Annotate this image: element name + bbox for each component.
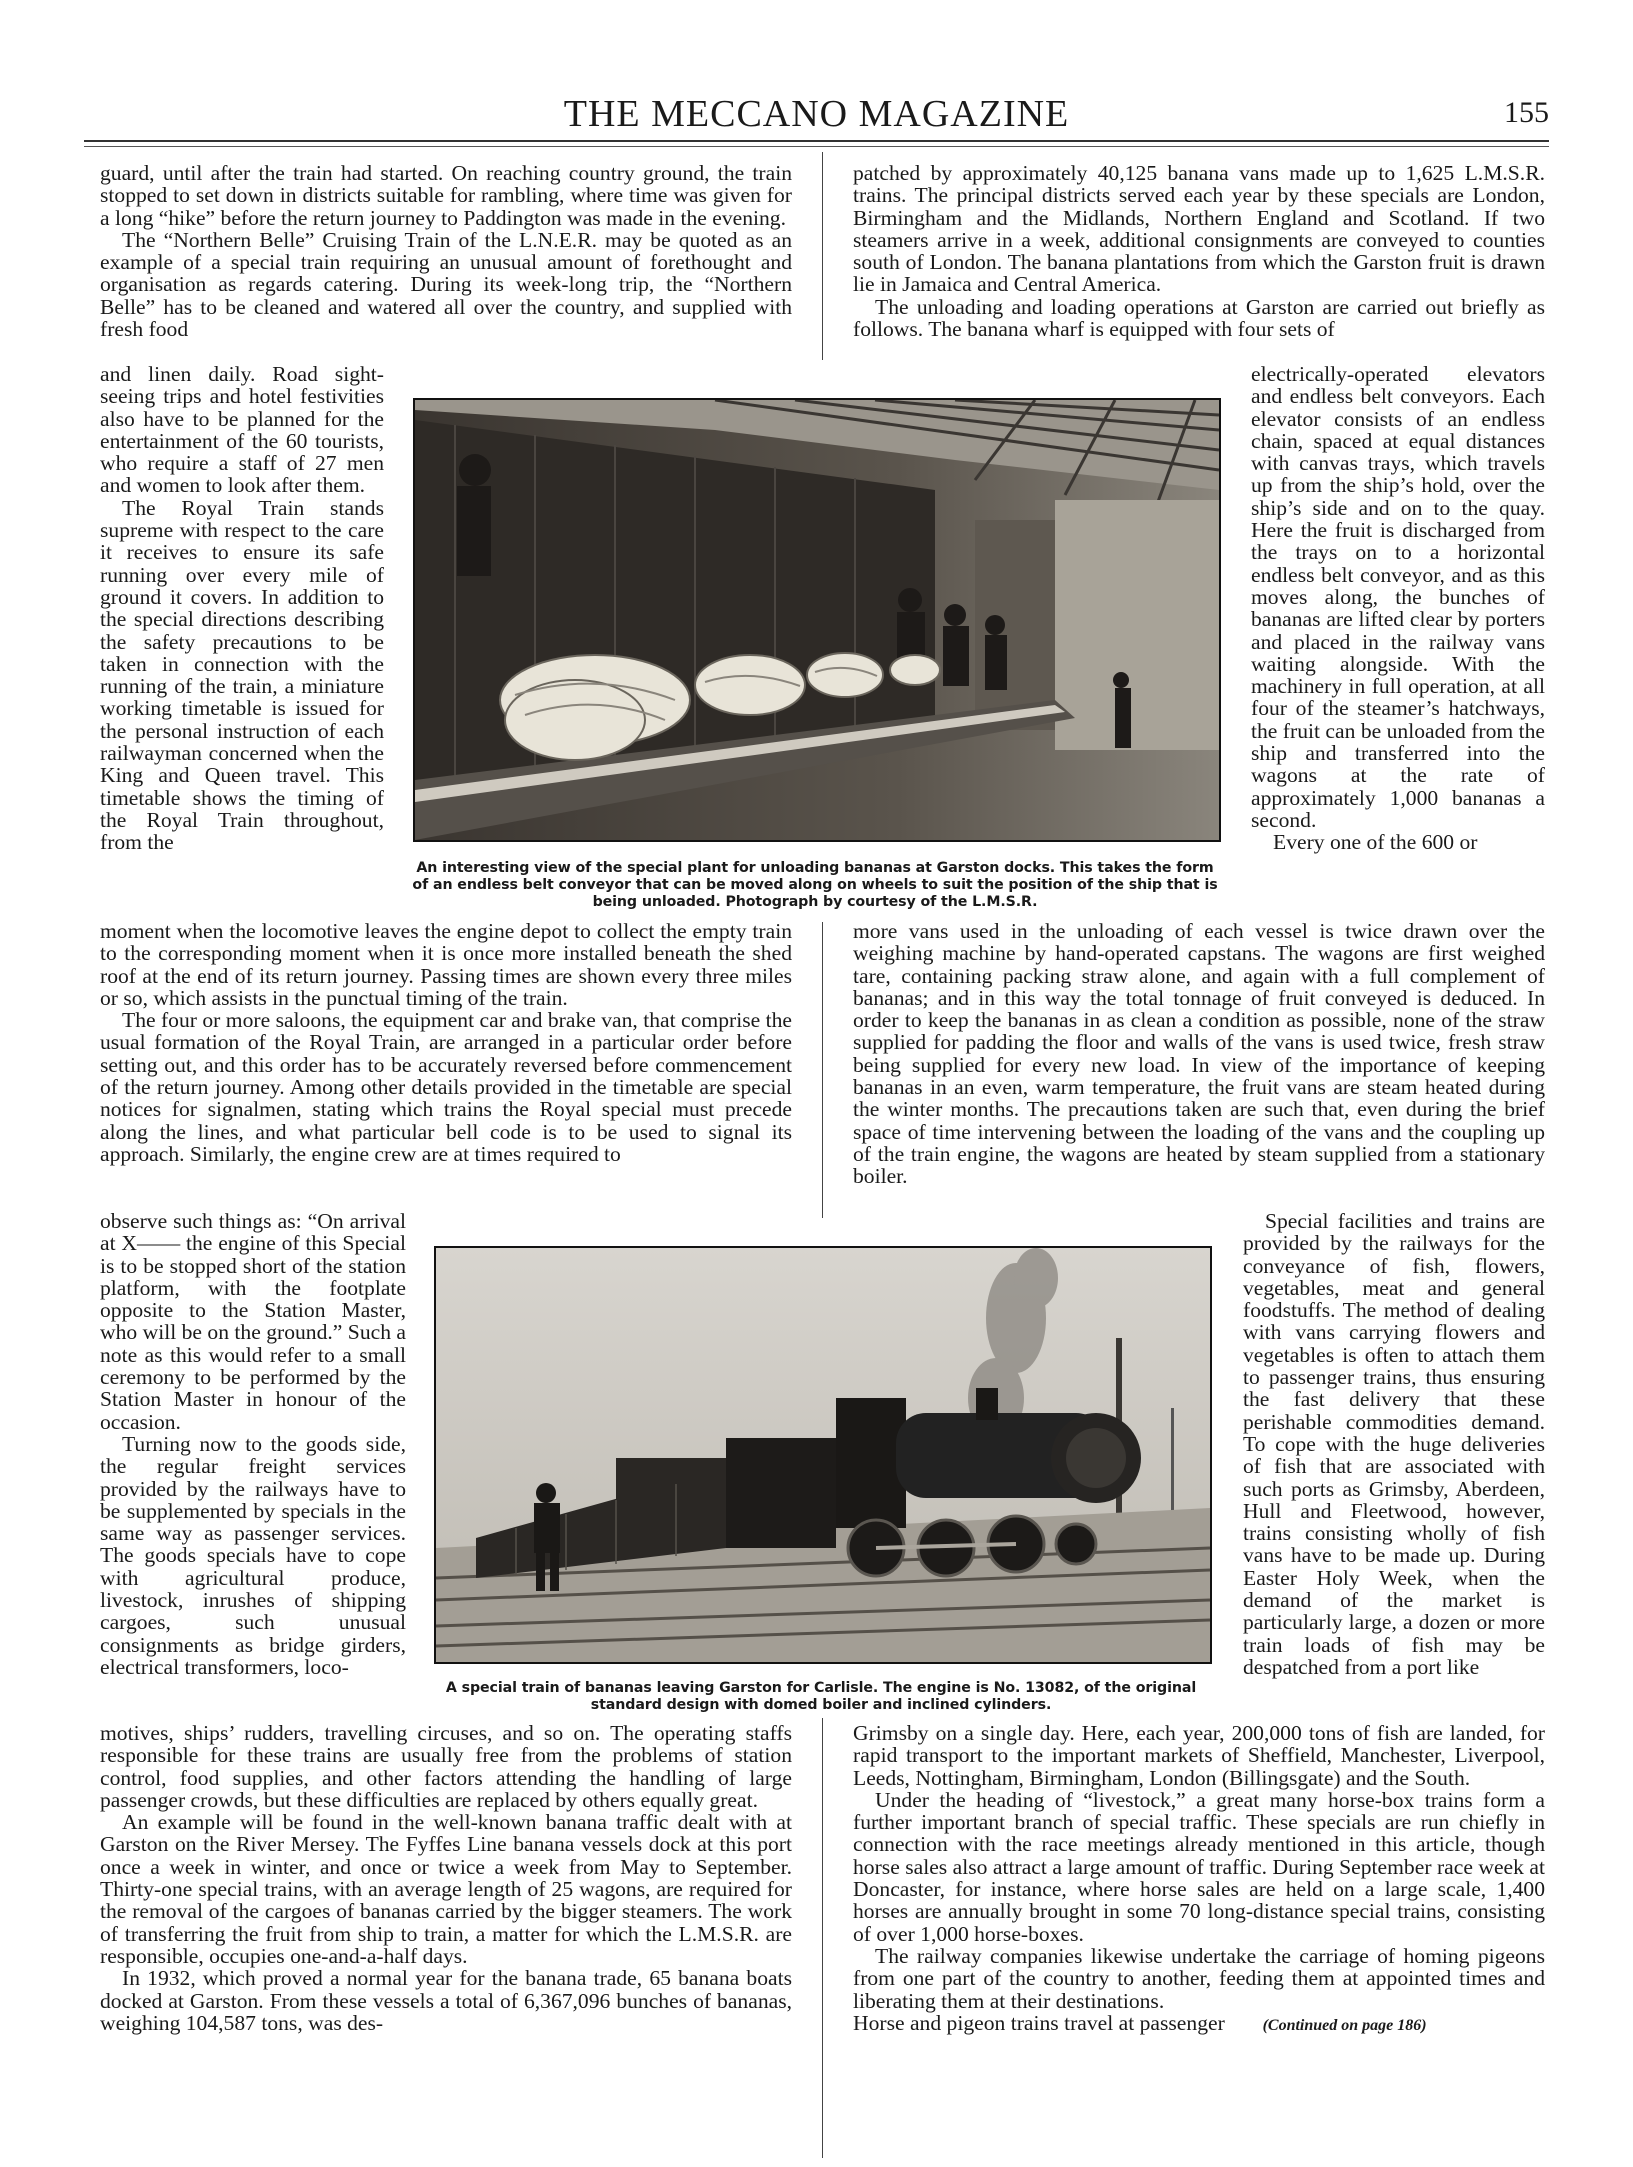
paragraph: The unloading and loading operations at Garston are carried out briefly as follows. The banana wharf is equipped with four sets of xyxy=(853,294,1545,342)
banana-conveyor-photo xyxy=(413,398,1221,842)
paragraph: An example will be found in the well-known banana traffic dealt with at Garston on the River Mersey. The Fyffes Line banana vessels dock at this port once a week in winter, and once or twice a week from May to September. Thirty-one special trains, with an average length of 25 wagons, are required for the removal of the cargoes of bananas carried by the bigger steamers. The work of transferring the fruit from ship to train, a matter for which the L.M.S.R. are responsible, occupies one-and-a-half days. xyxy=(100,1810,792,1968)
last-line-text: Horse and pigeon trains travel at passenger xyxy=(853,2010,1225,2035)
paragraph: moment when the locomotive leaves the engine depot to collect the empty train to the corresponding moment when it is once more installed beneath the shed roof at the end of its return journey. Passing times are shown every three miles or so, which assists in the punctual timing of the train. xyxy=(100,919,792,1010)
left-column-narrow-upper xyxy=(100,363,384,854)
paragraph: electrically-operated elevators and endless belt conveyors. Each elevator consists of an endless chain, spaced at equal distances with canvas trays, which travels up from the ship’s hold, over the ship’s side and on to the quay. Here the fruit is discharged from the trays on to a horizontal endless belt conveyor, and as this moves along, the bunches of bananas are lifted clear by porters and placed in the railway vans waiting alongside. With the machinery in full operation, at all four of the steamer’s hatchways, the fruit can be unloaded from the ship and transferred into the wagons at the rate of approximately 1,000 bananas a second. xyxy=(1251,362,1545,832)
last-line xyxy=(853,2012,1545,2037)
paragraph: The Royal Train stands supreme with respect to the care it receives to ensure its safe running over every mile of ground it covers. In addition to the special directions describing the safety precautions to be taken in connection with the running of the train, a miniature working timetable is issued for the personal instruction of each railwayman concerned when the King and Queen travel. This timetable shows the timing of the Royal Train throughout, from the xyxy=(100,495,384,855)
magazine-title: THE MECCANO MAGAZINE xyxy=(563,93,1070,135)
left-column-narrow-lower xyxy=(100,1210,406,1678)
right-column-top xyxy=(853,162,1545,340)
continued-note: (Continued on page 186) xyxy=(1262,2016,1427,2034)
column-divider-middle xyxy=(822,922,823,1218)
paragraph: observe such things as: “On arrival at X—— the engine of this Special is to be stopped short of the station platform, with the footplate opposite to the Station Master, who will be on the ground.” Such a note as this would refer to a small ceremony to be performed by the Station Master in honour of the occasion. xyxy=(100,1209,406,1434)
paragraph: The four or more saloons, the equipment car and brake van, that comprise the usual formation of the Royal Train, are arranged in a particular order before setting out, and this order has to be accurately reversed before commencement of the return journey. Among other details provided in the timetable are special notices for signalmen, stating which trains the Royal special must precede along the lines, and what particular bell code is to be used to signal its approach. Similarly, the engine crew are at times required to xyxy=(100,1008,792,1166)
right-column-narrow-upper xyxy=(1251,363,1545,854)
paragraph: more vans used in the unloading of each vessel is twice drawn over the weighing machine by hand-operated capstans. The wagons are first weighed tare, containing packing straw alone, and again with a full complement of bananas; and in this way the total tonnage of fruit conveyed is deduced. In order to keep the bananas in as clean a condition as possible, none of the straw supplied for padding the floor and walls of the vans is used twice, fresh straw being supplied for every new load. In view of the importance of keeping bananas in an even, warm temperature, the fruit vans are steam heated during the winter months. The precautions taken are such that, even during the brief space of time intervening between the loading of the vans and the coupling up of the train engine, the wagons are heated by steam supplied from a stationary boiler. xyxy=(853,919,1545,1189)
paragraph: Under the heading of “livestock,” a great many horse-box trains form a further important branch of special traffic. These specials are run chiefly in connection with the race meetings already mentioned in this article, though horse sales also attract a large amount of traffic. During September race week at Doncaster, for instance, where horse sales are held on a large scale, 1,400 horses are annually brought in some 70 long-distance special trains, consisting of over 1,000 horse-boxes. xyxy=(853,1787,1545,1946)
banana-conveyor-caption: An interesting view of the special plant for unloading bananas at Garston docks. This takes the form of an endless belt conveyor that can be moved along on wheels to suit the position of the ship that is being unloaded. Photograph by courtesy of the L.M.S.R. xyxy=(412,860,1218,910)
left-column-middle xyxy=(100,920,792,1165)
paragraph: The “Northern Belle” Cruising Train of the L.N.E.R. may be quoted as an example of a special train requiring an unusual amount of forethought and organisation as regards catering. During its week-long trip, the “Northern Belle” has to be cleaned and watered all over the country, and supplied with fresh food xyxy=(100,227,792,342)
paragraph: guard, until after the train had started. On reaching country ground, the train stopped to set down in districts suitable for rambling, where time was given for a long “hike” before the return journey to Paddington was made in the evening. xyxy=(100,161,792,230)
right-column-narrow-lower xyxy=(1243,1210,1545,1678)
paragraph: Grimsby on a single day. Here, each year, 200,000 tons of fish are landed, for rapid transport to the important markets of Sheffield, Manchester, Liverpool, Leeds, Nottingham, Birmingham, London (Billingsgate) and the South. xyxy=(853,1721,1545,1790)
paragraph: and linen daily. Road sight-seeing trips and hotel festivities also have to be planned for the entertainment of the 60 tourists, who require a staff of 27 men and women to look after them. xyxy=(100,362,384,498)
column-divider-bottom xyxy=(822,1718,823,2158)
right-column-bottom xyxy=(853,1722,1545,2037)
column-divider-top xyxy=(822,152,823,360)
paragraph: motives, ships’ rudders, travelling circuses, and so on. The operating staffs responsible for these trains are usually free from the problems of station control, food supplies, and other factors attending the handling of large passenger crowds, but these difficulties are replaced by others equally great. xyxy=(100,1721,792,1812)
right-column-middle xyxy=(853,920,1545,1188)
page-number: 155 xyxy=(1504,96,1549,129)
header-rule xyxy=(84,140,1549,142)
left-column-bottom xyxy=(100,1722,792,2034)
left-column-top xyxy=(100,162,792,340)
paragraph: Turning now to the goods side, the regular freight services provided by the railways have to be supplemented by specials in the same way as passenger services. The goods specials have to cope with agricultural produce, livestock, inrushes of shipping cargoes, such unusual consignments as bridge girders, electrical transformers, loco- xyxy=(100,1431,406,1679)
paragraph: Every one of the 600 or xyxy=(1273,830,1478,855)
paragraph: The railway companies likewise undertake the carriage of homing pigeons from one part of the country to another, feeding them at appointed times and liberating them at their destinations. xyxy=(853,1943,1545,2013)
paragraph: patched by approximately 40,125 banana vans made up to 1,625 L.M.S.R. trains. The principal districts served each year by these specials are London, Birmingham and the Midlands, Northern England and Scotland. If two steamers arrive in a week, additional consignments are conveyed to counties south of London. The banana plantations from which the Garston fruit is drawn lie in Jamaica and Central America. xyxy=(853,161,1545,297)
paragraph: Special facilities and trains are provided by the railways for the conveyance of fish, flowers, vegetables, meat and general foodstuffs. The method of dealing with vans carrying flowers and vegetables is often to attach them to passenger trains, thus ensuring the fast delivery that these perishable commodities demand. To cope with the huge deliveries of fish that are associated with such ports as Grimsby, Aberdeen, Hull and Fleetwood, however, trains consisting wholly of fish vans have to be made up. During Easter Holy Week, when the demand of the market is particularly large, a dozen or more train loads of fish may be despatched from a port like xyxy=(1243,1209,1545,1679)
paragraph: In 1932, which proved a normal year for the banana trade, 65 banana boats docked at Garston. From these vessels a total of 6,367,096 bunches of bananas, weighing 104,587 tons, was des- xyxy=(100,1966,792,2035)
header-rule-thin xyxy=(84,146,1549,147)
banana-train-photo xyxy=(434,1246,1212,1664)
page-header xyxy=(0,92,1633,140)
banana-train-caption: A special train of bananas leaving Garston for Carlisle. The engine is No. 13082, of the original standard design with domed boiler and inclined cylinders. xyxy=(445,1680,1197,1713)
